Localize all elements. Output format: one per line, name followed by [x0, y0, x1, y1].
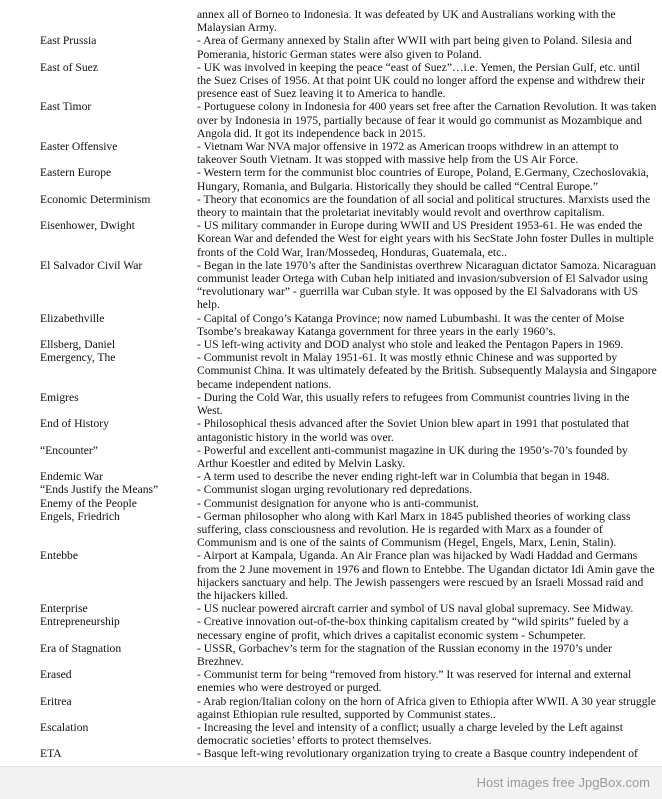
entry-term: Engels, Friedrich — [40, 509, 120, 523]
entry-term: Enemy of the People — [40, 496, 137, 510]
entry-term: “Encounter” — [40, 443, 98, 457]
glossary-entry — [0, 615, 662, 641]
entry-term — [0, 8, 197, 34]
glossary-entry — [0, 312, 662, 338]
entry-term: Elizabethville — [40, 311, 105, 325]
entry-definition: - Theory that economics are the foundation of all social and political structures. Marxists used the theory to maintain that the proletariat inevitably would revolt and overthrow capitalism. — [197, 192, 651, 220]
glossary-entry — [0, 391, 662, 417]
glossary-entry — [0, 483, 662, 496]
entry-definition: - Powerful and excellent anti-communist magazine in UK during the 1950’s-70’s founded by Arthur Koestler and edited by Melvin Lasky. — [197, 443, 628, 470]
entry-term: Erased — [40, 668, 72, 682]
entry-definition: - Communist revolt in Malay 1951-61. It was mostly ethnic Chinese and was supported by Communist China. It was ultimately defeated by the British. Subsequently Malaysia and Singapore became independent nations. — [197, 351, 657, 391]
glossary-entry — [0, 602, 662, 615]
entry-definition: - Basque left-wing revolutionary organization trying to create a Basque country independent of — [197, 747, 638, 761]
entry-definition: - US nuclear powered aircraft carrier and symbol of US naval global supremacy. See Midway. — [197, 602, 634, 616]
glossary-entry — [0, 351, 662, 391]
glossary-entry — [0, 668, 662, 694]
entry-term: Eastern Europe — [40, 166, 112, 180]
entry-term: Eritrea — [40, 694, 72, 708]
image-host-footer — [0, 766, 662, 799]
entry-definition: - Increasing the level and intensity of a conflict; usually a charge leveled by the Left against democratic societies’ efforts to protect themselves. — [197, 720, 624, 748]
entry-definition: - Communist designation for anyone who is anti-communist. — [197, 496, 480, 510]
glossary-entry — [0, 259, 662, 312]
glossary-entry — [0, 219, 662, 259]
glossary-entry — [0, 100, 662, 140]
glossary-entry — [0, 417, 662, 443]
entry-term: El Salvador Civil War — [40, 258, 143, 272]
entry-term: Eisenhower, Dwight — [40, 219, 135, 233]
entry-term: Easter Offensive — [40, 140, 118, 154]
glossary-entry — [0, 61, 662, 101]
entry-definition: - Began in the late 1970’s after the Sandinistas overthrew Nicaraguan dictator Samoza. Nicaraguan communist leader Ortega with Cuban help initiated and invasion/subversion of El Salvador using “revolutionary war” - guerrilla war Cuban style. It was opposed by the El Salvadorans with US help. — [197, 258, 657, 312]
entry-definition: - USSR, Gorbachev’s term for the stagnation of the Russian economy in the 1970’s under Brezhnev. — [197, 641, 613, 668]
entry-term: East Timor — [40, 100, 92, 114]
entry-term: Ellsberg, Daniel — [40, 338, 116, 352]
entry-term: “Ends Justify the Means” — [40, 483, 159, 497]
entry-term: ETA — [40, 747, 62, 761]
entry-definition: - Capital of Congo’s Katanga Province; now named Lubumbashi. It was the center of Moise Tsombe’s breakaway Katanga government for three years in the early 1960’s. — [197, 311, 625, 338]
glossary-entry — [0, 34, 662, 60]
glossary-entry — [0, 8, 662, 34]
glossary-entry — [0, 166, 662, 192]
glossary-entry — [0, 497, 662, 510]
entry-definition: - Western term for the communist bloc countries of Europe, Poland, E.Germany, Czechoslovakia, Hungary, Romania, and Bulgaria. Historically they should be called “Central Europe.” — [197, 166, 649, 193]
entry-term: Endemic War — [40, 470, 103, 484]
entry-definition: - Communist term for being “removed from history.” It was reserved for internal and external enemies who were destroyed or purged. — [197, 668, 632, 695]
entry-definition: - Portuguese colony in Indonesia for 400 years set free after the Carnation Revolution. It was taken over by Indonesia in 1975, partially because of fear it would go communist as Mozambique and Angola did. It got its independence back in 2015. — [197, 100, 657, 140]
entry-definition: annex all of Borneo to Indonesia. It was defeated by UK and Australians working with the Malaysian Army. — [197, 8, 616, 35]
entry-term: East of Suez — [40, 60, 98, 74]
entry-definition: - Communist slogan urging revolutionary red depredations. — [197, 483, 473, 497]
entry-definition: - German philosopher who along with Karl Marx in 1845 published theories of working class suffering, class consciousness and revolution. He is regarded with Marx as a founder of Communism and is one of the saints of Communism (Hegel, Engels, Marx, Lenin, Stalin). — [197, 509, 631, 550]
glossary-entry — [0, 444, 662, 470]
entry-term: Economic Determinism — [40, 192, 151, 206]
entry-definition: - Philosophical thesis advanced after the Soviet Union blew apart in 1991 that postulated that antagonistic history in the world was over. — [197, 417, 630, 444]
entry-term: Entrepreneurship — [40, 615, 120, 629]
glossary-entry — [0, 721, 662, 747]
entry-definition: - During the Cold War, this usually refers to refugees from Communist countries living in the West. — [197, 390, 630, 418]
glossary-entry — [0, 747, 662, 760]
entry-definition: - UK was involved in keeping the peace “east of Suez”…i.e. Yemen, the Persian Gulf, etc. until the Suez Crises of 1956. At that point UK could no longer afford the expense and withdrew their presence east of Suez leaving it to America to handle. — [197, 60, 645, 101]
glossary-entry — [0, 140, 662, 166]
glossary-entry — [0, 338, 662, 351]
entry-definition: - A term used to describe the never ending right-left war in Columbia that began in 1948. — [197, 470, 610, 484]
entry-term: East Prussia — [40, 34, 97, 48]
glossary-entry — [0, 695, 662, 721]
entry-definition: - Creative innovation out-of-the-box thinking capitalism created by “wild spirits” fueled by a necessary engine of profit, which drives a capitalist economic system - Schumpeter. — [197, 615, 629, 642]
glossary-entry — [0, 642, 662, 668]
host-watermark-link[interactable]: Host images free JpgBox.com — [476, 775, 650, 790]
entry-term: Escalation — [40, 720, 89, 734]
entry-term: Emergency, The — [40, 351, 116, 365]
entry-term: End of History — [40, 417, 109, 431]
glossary-entry — [0, 549, 662, 602]
entry-term: Era of Stagnation — [40, 641, 122, 655]
entry-definition: - Arab region/Italian colony on the horn of Africa given to Ethiopia after WWII. A 30 year struggle against Ethiopian rule resulted, supported by Communist states.. — [197, 694, 656, 721]
entry-term: Entebbe — [40, 549, 78, 563]
entry-definition: - Airport at Kampala, Uganda. An Air France plan was hijacked by Wadi Haddad and Germans from the 2 June movement in 1976 and flown to Entebbe. The Ugandan dictator Idi Amin gave the hijackers sanctuary and help. The Jewish passengers were rescued by an Israeli Mossad raid and the hijackers killed. — [197, 549, 655, 602]
glossary-entry — [0, 193, 662, 219]
entry-definition: - Area of Germany annexed by Stalin after WWII with part being given to Poland. Silesia and Pomerania, historic German states were also given to Poland. — [197, 34, 632, 61]
entry-term: Emigres — [40, 390, 79, 404]
glossary-list — [0, 8, 662, 761]
entry-definition: - Vietnam War NVA major offensive in 1972 as American troops withdrew in an attempt to takeover South Vietnam. It was stopped with massive help from the US Air Force. — [197, 140, 619, 167]
glossary-entry — [0, 470, 662, 483]
entry-definition: - US military commander in Europe during WWII and US President 1953-61. He was ended the Korean War and defended the West for eight years with his SecState John foster Dulles in multiple fronts of the Cold War, Iran/Mossedeq, Honduras, Guatemala, etc.. — [197, 219, 654, 259]
glossary-entry — [0, 510, 662, 550]
entry-definition: - US left-wing activity and DOD analyst who stole and leaked the Pentagon Papers in 1969. — [197, 338, 624, 352]
entry-term: Enterprise — [40, 602, 88, 616]
